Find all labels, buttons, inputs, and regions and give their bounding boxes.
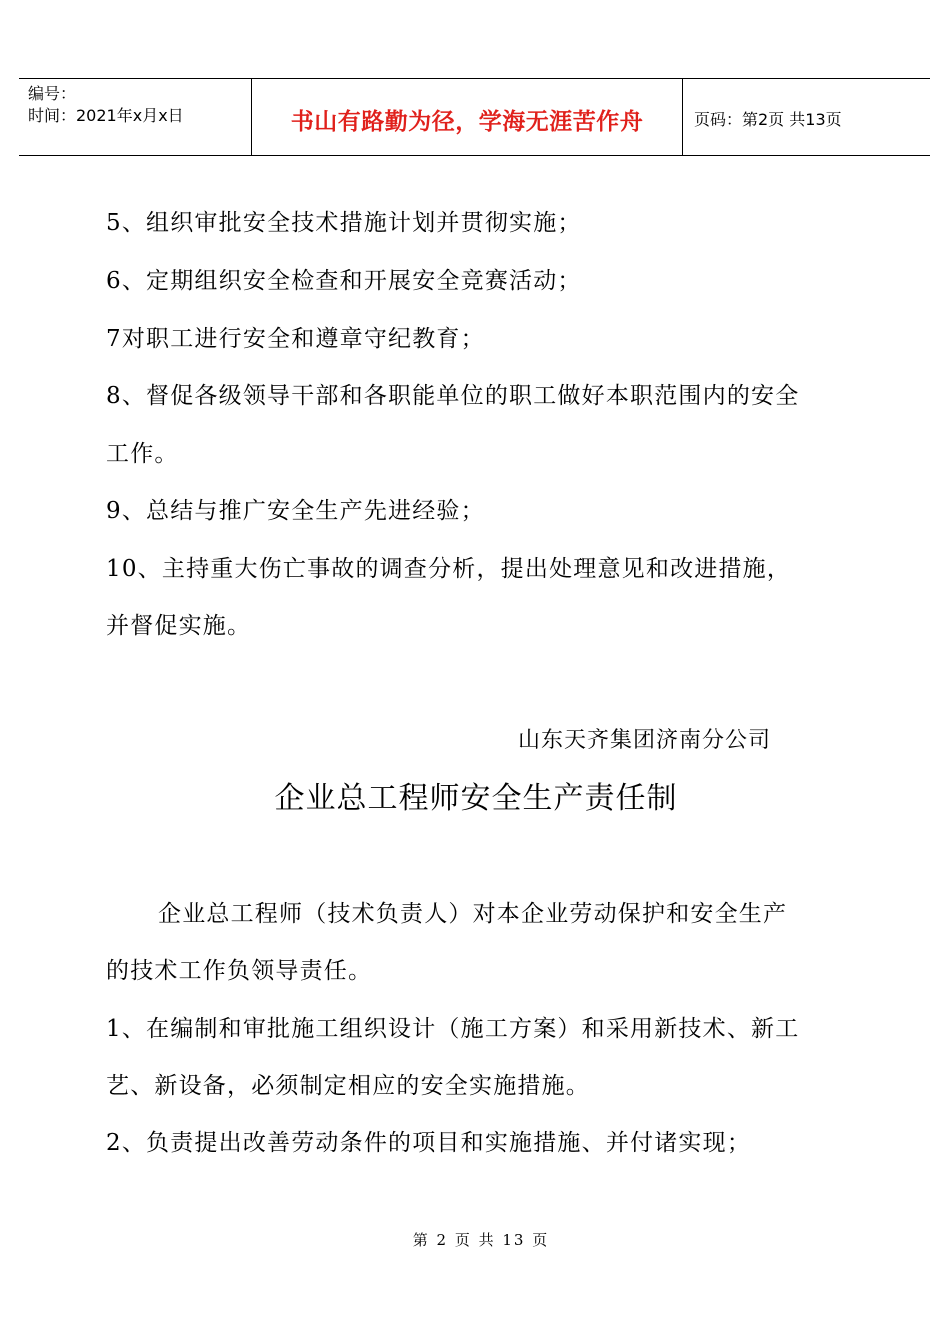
header-page-info-cell	[683, 79, 930, 155]
body-line: 10、主持重大伤亡事故的调查分析，提出处理意见和改进措施，	[106, 556, 792, 582]
body-line: 8、督促各级领导干部和各职能单位的职工做好本职范围内的安全	[106, 383, 800, 409]
body-line: 艺、新设备，必须制定相应的安全实施措施。	[106, 1073, 590, 1099]
page-header	[19, 78, 930, 156]
body-line: 7对职工进行安全和遵章守纪教育；	[106, 326, 485, 352]
body-line: 的技术工作负领导责任。	[106, 958, 373, 984]
document-time-label: 时间：2021年x月x日	[28, 106, 184, 125]
header-motto-cell	[252, 79, 683, 155]
company-signature: 山东天齐集团济南分公司	[518, 728, 772, 753]
body-line: 工作。	[106, 441, 179, 467]
header-motto: 书山有路勤为径，学海无涯苦作舟	[290, 108, 644, 135]
header-meta	[19, 79, 252, 155]
body-line: 6、定期组织安全检查和开展安全竞赛活动；	[106, 268, 582, 294]
body-line: 2、负责提出改善劳动条件的项目和实施措施、并付诸实现；	[106, 1130, 752, 1156]
document-number-label: 编号：	[28, 84, 77, 103]
body-line: 企业总工程师（技术负责人）对本企业劳动保护和安全生产	[158, 901, 788, 927]
body-line: 并督促实施。	[106, 613, 252, 639]
body-line: 1、在编制和审批施工组织设计（施工方案）和采用新技术、新工	[106, 1016, 800, 1042]
page-footer: 第 2 页 共 13 页	[412, 1231, 550, 1249]
body-line: 5、组织审批安全技术措施计划并贯彻实施；	[106, 210, 582, 236]
body-line: 9、总结与推广安全生产先进经验；	[106, 498, 485, 524]
header-page-info: 页码：第2页 共13页	[694, 109, 842, 129]
section-title: 企业总工程师安全生产责任制	[274, 781, 678, 816]
